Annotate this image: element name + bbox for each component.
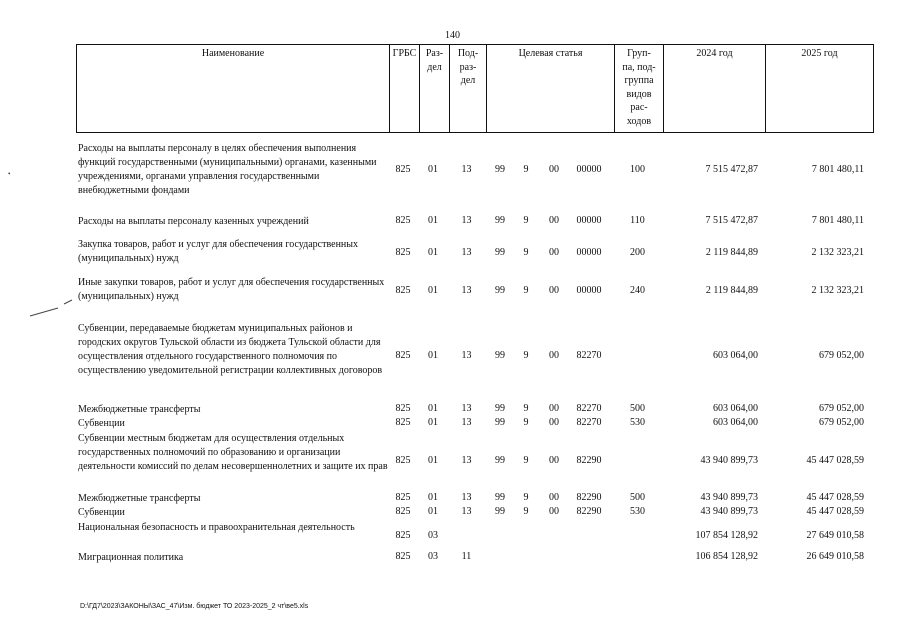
row-t4: 82270	[576, 403, 602, 414]
header-group: Груп- па, под- группа видов рас- ходов	[614, 45, 663, 132]
row-y2024: 7 515 472,87	[705, 164, 758, 175]
row-razdel: 01	[428, 455, 438, 466]
row-t3: 00	[549, 247, 559, 258]
row-grbs: 825	[395, 417, 411, 428]
row-t2: 9	[523, 285, 529, 296]
row-t4: 00000	[576, 164, 602, 175]
row-group: 500	[630, 492, 645, 503]
row-t2: 9	[523, 164, 529, 175]
row-t3: 00	[549, 506, 559, 517]
row-t4: 00000	[576, 215, 602, 226]
row-t1: 99	[495, 215, 505, 226]
row-t1: 99	[495, 350, 505, 361]
row-t1: 99	[495, 164, 505, 175]
row-name: Расходы на выплаты персоналу в целях обеспечения выполнения функций государственными (муниципальными) органами, казенными учреждениями, органами управления государственными внебюджетными фондами	[78, 143, 377, 196]
row-t1: 99	[495, 417, 505, 428]
row-podrazdel: 13	[461, 417, 472, 428]
row-t1: 99	[495, 285, 505, 296]
row-podrazdel: 13	[461, 350, 472, 361]
row-grbs: 825	[395, 455, 411, 466]
row-t2: 9	[523, 247, 529, 258]
row-y2024: 7 515 472,87	[705, 215, 758, 226]
row-t3: 00	[549, 492, 559, 503]
row-podrazdel: 13	[461, 247, 472, 258]
row-y2025: 45 447 028,59	[806, 492, 864, 503]
row-t1: 99	[495, 506, 505, 517]
row-t1: 99	[495, 403, 505, 414]
row-grbs: 825	[395, 350, 411, 361]
row-podrazdel: 11	[461, 551, 472, 562]
row-name: Субвенции	[78, 507, 125, 518]
row-podrazdel: 13	[461, 403, 472, 414]
row-y2025: 7 801 480,11	[811, 164, 864, 175]
scan-dot: •	[8, 170, 11, 178]
row-t2: 9	[523, 417, 529, 428]
row-group: 240	[630, 285, 645, 296]
row-t3: 00	[549, 350, 559, 361]
row-grbs: 825	[395, 215, 411, 226]
row-razdel: 01	[428, 417, 438, 428]
row-y2024: 603 064,00	[713, 417, 758, 428]
header-podrazdel: Под- раз- дел	[449, 45, 486, 132]
row-name: Субвенции местным бюджетам для осуществления отдельных государственных полномочий по образованию и организации деятельности комиссий по делам несовершеннолетних и защите их прав	[78, 433, 388, 472]
row-t1: 99	[495, 455, 505, 466]
file-path: D:\ГД7\2023\ЗАКОНЫ\ЗАС_47\Изм. бюджет ТО 2023-2025_2 чт\ве5.xls	[80, 603, 309, 610]
row-y2024: 603 064,00	[713, 403, 758, 414]
row-group: 110	[630, 215, 645, 226]
row-razdel: 01	[428, 492, 438, 503]
row-t3: 00	[549, 215, 559, 226]
row-y2024: 2 119 844,89	[705, 285, 758, 296]
row-grbs: 825	[395, 506, 411, 517]
row-y2025: 45 447 028,59	[806, 506, 864, 517]
row-y2024: 107 854 128,92	[695, 530, 758, 541]
row-y2024: 43 940 899,73	[700, 455, 758, 466]
row-y2025: 679 052,00	[819, 417, 864, 428]
table-header	[76, 44, 874, 133]
row-y2025: 27 649 010,58	[806, 530, 864, 541]
row-grbs: 825	[395, 530, 411, 541]
row-t1: 99	[495, 247, 505, 258]
row-name: Межбюджетные трансферты	[78, 404, 201, 415]
row-y2024: 43 940 899,73	[700, 492, 758, 503]
row-group: 530	[630, 506, 645, 517]
row-t2: 9	[523, 403, 529, 414]
row-t4: 82290	[576, 506, 602, 517]
row-group: 500	[630, 403, 645, 414]
row-t4: 82290	[576, 492, 602, 503]
row-t1: 99	[495, 492, 505, 503]
row-t3: 00	[549, 455, 559, 466]
row-y2024: 2 119 844,89	[705, 247, 758, 258]
row-grbs: 825	[395, 285, 411, 296]
row-y2025: 679 052,00	[819, 403, 864, 414]
header-name: Наименование	[201, 48, 265, 59]
header-target: Целевая статья	[486, 45, 614, 132]
row-t2: 9	[523, 215, 529, 226]
row-name: Субвенции, передаваемые бюджетам муниципальных районов и городских округов Тульской области из бюджета Тульской области для осуществления отдельного государственного полномочия по осуществлению уведомительной регистрации коллективных договоров	[78, 323, 383, 376]
row-y2025: 26 649 010,58	[806, 551, 864, 562]
header-2024: 2024 год	[663, 45, 765, 132]
row-y2025: 2 132 323,21	[811, 247, 864, 258]
row-razdel: 01	[428, 247, 438, 258]
row-podrazdel: 13	[461, 215, 472, 226]
row-razdel: 01	[428, 506, 438, 517]
row-razdel: 03	[428, 551, 438, 562]
row-name: Иные закупки товаров, работ и услуг для обеспечения государственных (муниципальных) нужд	[78, 277, 385, 302]
row-razdel: 01	[428, 350, 438, 361]
row-name: Расходы на выплаты персоналу казенных учреждений	[78, 216, 309, 227]
row-t3: 00	[549, 417, 559, 428]
row-t2: 9	[523, 492, 529, 503]
row-razdel: 03	[428, 530, 438, 541]
scan-stroke	[28, 296, 76, 318]
row-t4: 82290	[576, 455, 602, 466]
row-grbs: 825	[395, 403, 411, 414]
row-y2024: 603 064,00	[713, 350, 758, 361]
row-t4: 82270	[576, 417, 602, 428]
row-name: Закупка товаров, работ и услуг для обеспечения государственных (муниципальных) нужд	[78, 239, 359, 264]
row-name: Миграционная политика	[78, 552, 184, 563]
header-razdel: Раз- дел	[419, 45, 449, 132]
row-t3: 00	[549, 403, 559, 414]
row-grbs: 825	[395, 551, 411, 562]
row-t3: 00	[549, 164, 559, 175]
page-number: 140	[445, 30, 460, 41]
row-group: 530	[630, 417, 645, 428]
row-podrazdel: 13	[461, 164, 472, 175]
row-t4: 00000	[576, 247, 602, 258]
row-y2025: 2 132 323,21	[811, 285, 864, 296]
row-podrazdel: 13	[461, 455, 472, 466]
row-y2024: 106 854 128,92	[695, 551, 758, 562]
row-razdel: 01	[428, 403, 438, 414]
row-grbs: 825	[395, 164, 411, 175]
row-razdel: 01	[428, 285, 438, 296]
header-2025: 2025 год	[765, 45, 873, 132]
row-t4: 82270	[576, 350, 602, 361]
row-name: Межбюджетные трансферты	[78, 493, 201, 504]
row-t2: 9	[523, 506, 529, 517]
header-grbs: ГРБС	[389, 45, 419, 132]
row-y2025: 45 447 028,59	[806, 455, 864, 466]
row-y2024: 43 940 899,73	[700, 506, 758, 517]
row-t2: 9	[523, 350, 529, 361]
row-podrazdel: 13	[461, 506, 472, 517]
row-podrazdel: 13	[461, 492, 472, 503]
row-t4: 00000	[576, 285, 602, 296]
row-t3: 00	[549, 285, 559, 296]
row-grbs: 825	[395, 492, 411, 503]
row-t2: 9	[523, 455, 529, 466]
row-razdel: 01	[428, 164, 438, 175]
row-razdel: 01	[428, 215, 438, 226]
row-grbs: 825	[395, 247, 411, 258]
row-name: Национальная безопасность и правоохранительная деятельность	[78, 522, 355, 533]
row-group: 200	[630, 247, 645, 258]
row-y2025: 7 801 480,11	[811, 215, 864, 226]
row-y2025: 679 052,00	[819, 350, 864, 361]
row-name: Субвенции	[78, 418, 125, 429]
row-podrazdel: 13	[461, 285, 472, 296]
row-group: 100	[630, 164, 645, 175]
